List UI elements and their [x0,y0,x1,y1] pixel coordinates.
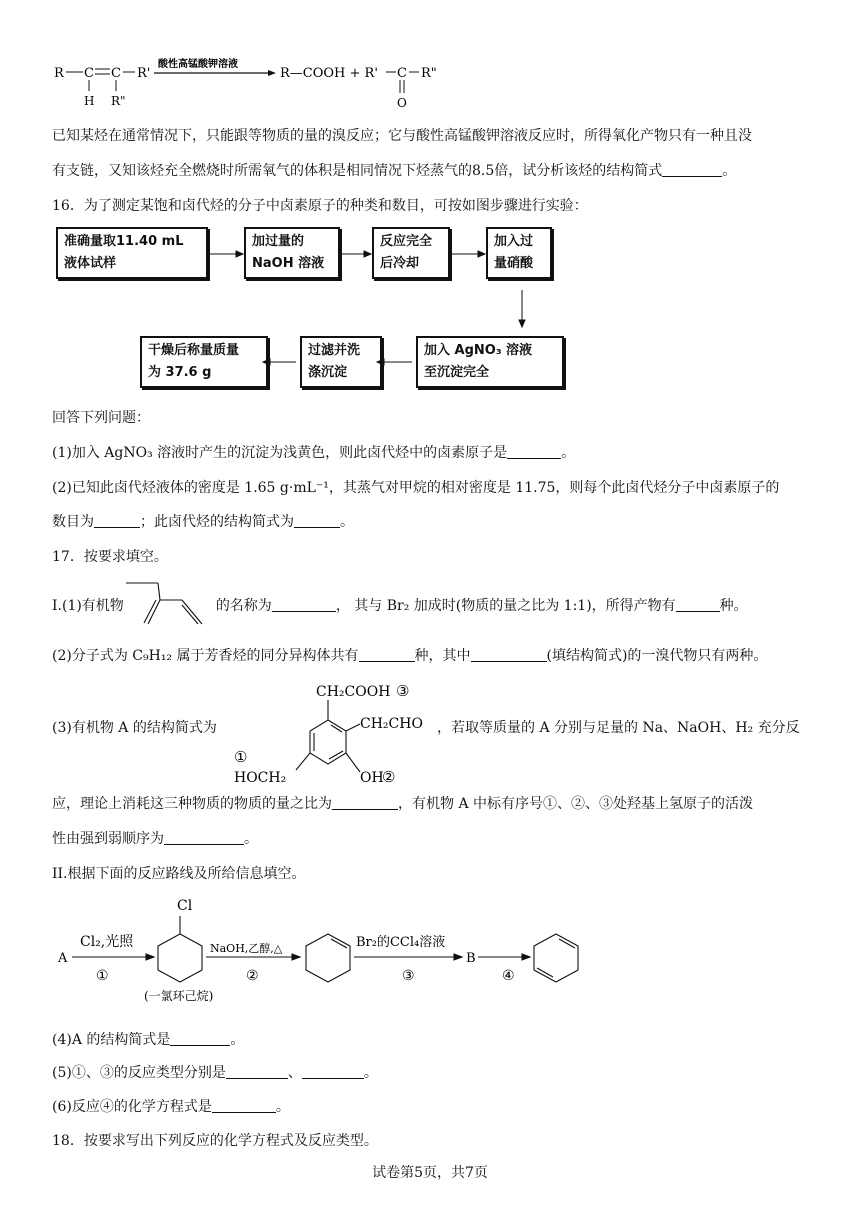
page-footer: 试卷第5页，共7页 [372,1165,488,1181]
q16-2a: (2)已知此卤代烃液体的密度是 1.65 g·mL⁻¹，其蒸气对甲烷的相对密度是 11.75，则每个此卤代烃分子中卤素原子的 [52,480,780,496]
scheme-reagent: 酸性高锰酸钾溶液 [158,59,238,70]
svg-text:Cl₂,光照: Cl₂,光照 [80,934,134,950]
svg-text:①: ① [234,748,248,766]
q16-answer-intro: 回答下列问题： [52,410,150,426]
q17-6: (6)反应④的化学方程式是 。 [52,1099,290,1115]
svg-text:Cl: Cl [177,898,193,914]
q17-II: II.根据下面的反应路线及所给信息填空。 [52,866,306,882]
svg-text:Br₂的CCl₄溶液: Br₂的CCl₄溶液 [356,935,446,950]
scheme-h: H [84,94,95,108]
flow-box-7: 干燥后称量质量 为 37.6 g [140,336,268,388]
q15-text-1: 已知某烃在通常情况下，只能跟等物质的量的溴反应；它与酸性高锰酸钾溶液反应时，所得氧化产物只有一种且没 [52,128,752,144]
scheme-r2: R" [111,94,126,108]
flow-arrows [0,0,860,420]
answer-blank[interactable] [226,1064,288,1079]
flow-box-6: 过滤并洗 涤沉淀 [300,336,382,388]
scheme-prod2: R" [421,66,437,81]
svg-text:③: ③ [396,682,410,700]
scheme-r: R [54,66,64,81]
q17-4: (4)A 的结构简式是 。 [52,1032,245,1048]
answer-blank[interactable] [676,597,720,612]
svg-text:CH₂COOH: CH₂COOH [316,684,391,700]
q17-2: (2)分子式为 C₉H₁₂ 属于芳香烃的同分异构体共有 种，其中 (填结构简式)的一溴代物只有两种。 [52,648,768,664]
svg-text:C: C [111,66,121,81]
q17-3-post: ，若取等质量的 A 分别与足量的 Na、NaOH、H₂ 充分反 [437,720,800,736]
answer-blank[interactable] [170,1031,230,1046]
svg-text:CH₂CHO: CH₂CHO [360,716,423,732]
q17-3-pre: (3)有机物 A 的结构简式为 [52,720,217,736]
scheme-prod1: R—COOH + R' [280,66,378,81]
diene-skeleton [120,578,210,630]
flow-box-4: 加入过 量硝酸 [486,227,552,279]
q17-5: (5)①、③的反应类型分别是 、 。 [52,1065,378,1081]
svg-text:(一氯环己烷): (一氯环己烷) [144,989,214,1003]
q17-3c: 性由强到弱顺序为 。 [52,831,258,847]
q17-title: 17．按要求填空。 [52,549,168,565]
answer-blank[interactable] [164,830,244,845]
answer-blank[interactable] [359,647,415,662]
q16-2b: 数目为 ；此卤代烃的结构简式为 。 [52,514,354,530]
q18-title: 18．按要求写出下列反应的化学方程式及反应类型。 [52,1133,378,1149]
flow-box-1: 准确量取11.40 mL 液体试样 [56,227,208,279]
svg-text:④: ④ [502,968,515,984]
svg-text:③: ③ [402,968,415,984]
svg-text:①: ① [96,968,109,984]
svg-text:C: C [84,66,94,81]
q17-3b: 应，理论上消耗这三种物质的物质的量之比为 ，有机物 A 中标有序号①、②、③处羟基上氢原子的活泼 [52,796,754,812]
svg-text:OH: OH [360,770,384,786]
q16-1: (1)加入 AgNO₃ 溶液时产生的沉淀为浅黄色，则此卤代烃中的卤素原子是 。 [52,445,576,461]
q17-1: I.(1)有机物 的名称为 ， 其与 Br₂ 加成时(物质的量之比为 1:1)，所得产物有 种。 [52,598,748,614]
svg-text:NaOH,乙醇,△: NaOH,乙醇,△ [210,942,283,955]
svg-text:HOCH₂: HOCH₂ [234,770,287,786]
q15-text-2: 有支链，又知该烃充全燃烧时所需氧气的体积是相同情况下烃蒸气的8.5倍，试分析该烃的结构简式 。 [52,163,737,179]
answer-blank[interactable] [471,647,547,662]
answer-blank[interactable] [94,513,140,528]
answer-blank[interactable] [212,1098,276,1113]
svg-text:②: ② [246,968,259,984]
scheme-r1: R' [137,66,151,81]
svg-text:A: A [58,951,68,966]
structure-A [230,676,436,790]
answer-blank[interactable] [272,597,336,612]
answer-blank[interactable] [507,444,561,459]
scheme-o: O [397,96,407,110]
svg-text:C: C [397,66,407,81]
flow-box-3: 反应完全 后冷却 [372,227,450,279]
svg-text:B: B [466,951,476,966]
reaction-route [50,890,590,1010]
svg-text:②: ② [382,768,396,786]
q16-title: 16．为了测定某饱和卤代烃的分子中卤素原子的种类和数目，可按如图步骤进行实验： [52,198,588,214]
answer-blank[interactable] [294,513,340,528]
answer-blank[interactable] [302,1064,364,1079]
answer-blank[interactable] [332,795,398,810]
flow-box-5: 加入 AgNO₃ 溶液 至沉淀完全 [416,336,564,388]
flow-box-2: 加过量的 NaOH 溶液 [244,227,340,279]
